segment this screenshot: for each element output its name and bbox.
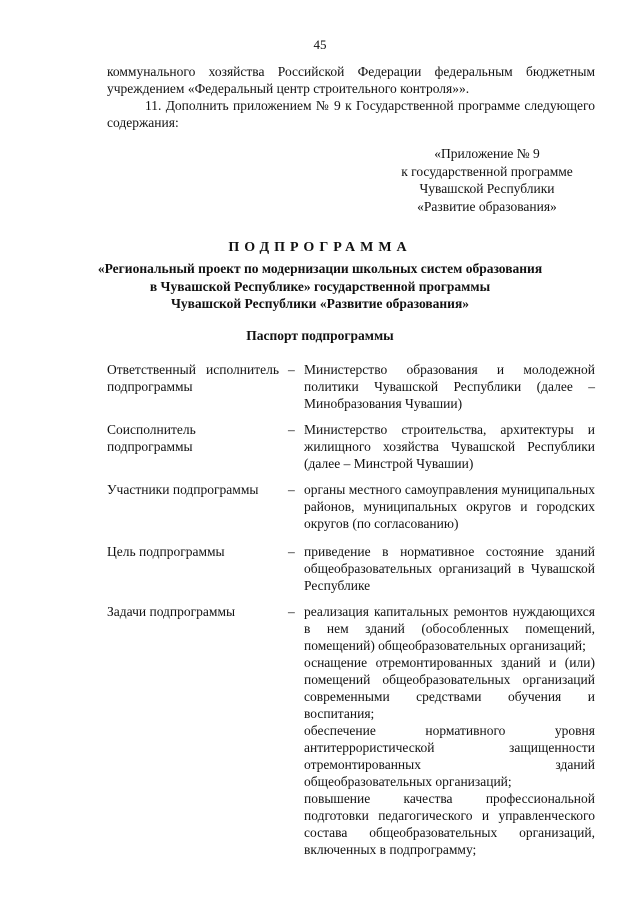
passport-label: Задачи подпрограммы bbox=[107, 604, 236, 619]
annex-line-3: Чувашской Республики bbox=[419, 181, 555, 196]
task-item: реализация капитальных ремонтов нуждающихся в нем зданий (обособленных помещений, помещений) общеобразовательных организаций; bbox=[304, 604, 595, 653]
annex-line-4: «Развитие образования» bbox=[417, 198, 557, 214]
annex-header bbox=[380, 145, 594, 215]
task-item: оснащение отремонтированных зданий и (или) помещений общеобразовательных организаций современными средствами обучения и воспитания; bbox=[304, 655, 595, 721]
passport-value: органы местного самоуправления муниципальных районов, муниципальных округов и городских округов (по согласованию) bbox=[304, 482, 595, 531]
subprogram-title-line-3: Чувашской Республики «Развитие образования» bbox=[170, 296, 470, 311]
passport-label: Ответственный исполнитель подпрограммы bbox=[107, 362, 279, 394]
passport-tasks-list bbox=[304, 603, 595, 858]
passport-heading: Паспорт подпрограммы bbox=[246, 328, 394, 343]
page-number: 45 bbox=[313, 37, 327, 52]
annex-line-2: к государственной программе bbox=[401, 163, 573, 179]
passport-dash: – bbox=[288, 362, 295, 377]
subprogram-title-line-2: в Чувашской Республике» государственной программы bbox=[149, 278, 491, 294]
annex-line-1: «Приложение № 9 bbox=[434, 146, 540, 161]
subprogram-title bbox=[0, 260, 640, 313]
passport-dash: – bbox=[288, 482, 295, 497]
passport-label: Участники подпрограммы bbox=[107, 482, 259, 497]
passport-value: Министерство строительства, архитектуры и жилищного хозяйства Чувашской Республики (далее – Минстрой Чувашии) bbox=[304, 422, 595, 471]
passport-value: Министерство образования и молодежной политики Чувашской Республики (далее – Минобразования Чувашии) bbox=[304, 362, 595, 411]
intro-paragraph: коммунального хозяйства Российской Федерации федеральным бюджетным учреждением «Федеральный центр строительного контроля»». bbox=[107, 64, 595, 96]
passport-dash: – bbox=[288, 544, 295, 559]
subprogram-heading: ПОДПРОГРАММА bbox=[228, 240, 412, 255]
subprogram-title-line-1: «Региональный проект по модернизации школьных систем образования bbox=[97, 261, 543, 276]
passport-dash: – bbox=[288, 422, 295, 437]
passport-label: Соисполнитель подпрограммы bbox=[107, 422, 196, 454]
task-item: обеспечение нормативного уровня антитеррористической защищенности отремонтированных зданий общеобразовательных организаций; bbox=[304, 723, 595, 789]
passport-label: Цель подпрограммы bbox=[107, 544, 225, 559]
task-item: повышение качества профессиональной подготовки педагогического и управленческого состава общеобразовательных организаций, включенных в подпрограмму; bbox=[304, 791, 595, 857]
item-11-paragraph: 11. Дополнить приложением № 9 к Государственной программе следующего содержания: bbox=[107, 98, 595, 130]
passport-value: приведение в нормативное состояние зданий общеобразовательных организаций в Чувашской Республике bbox=[304, 544, 595, 593]
passport-dash: – bbox=[288, 604, 295, 619]
